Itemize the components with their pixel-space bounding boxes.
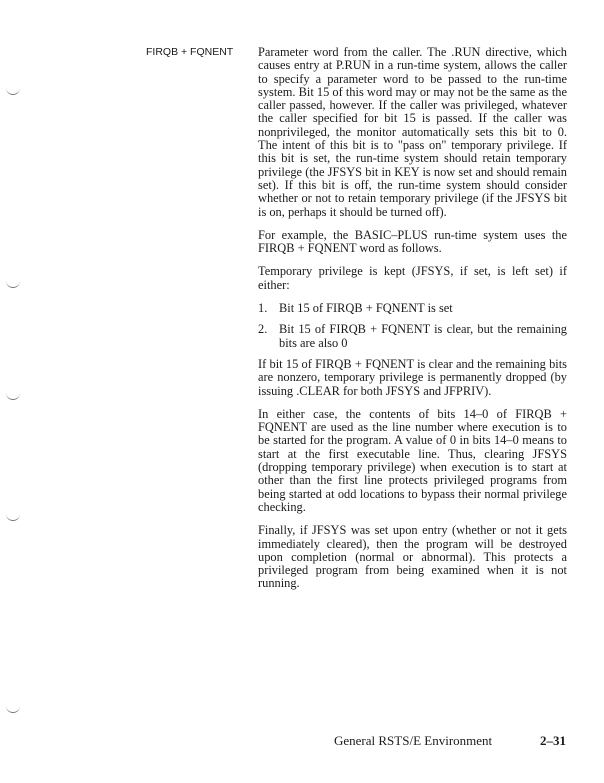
list-text: Bit 15 of FIRQB + FQNENT is set [279,301,453,316]
term-label: FIRQB + FQNENT [146,46,234,58]
list-text: Bit 15 of FIRQB + FQNENT is clear, but the remaining bits are also 0 [279,322,567,350]
paragraph: Parameter word from the caller. The .RUN directive, which causes entry at P.RUN in a run-time system, allows the caller to specify a parameter word to be passed to the run-time system. Bit 15 of this word may or may not be the same as the caller passed, however. If the caller was privileged, whatever the caller specified for bit 15 is passed. If the caller was nonprivileged, the monitor automatically sets this bit to 0. The intent of this bit is to "pass on" temporary privilege. If this bit is set, the run-time system should retain temporary privilege (the JFSYS bit in KEY is now set and should remain set). If this bit is off, the run-time system should consider whether or not to retain temporary privilege (if the JFSYS bit is on, perhaps it should be turned off). [258,45,567,219]
paragraph: If bit 15 of FIRQB + FQNENT is clear and the remaining bits are nonzero, temporary privilege is permanently dropped (by issuing .CLEAR for both JFSYS and JFPRIV). [258,356,567,398]
list-number: 1. [258,301,268,316]
list-number: 2. [258,322,268,337]
binding-mark [6,706,20,713]
paragraph: In either case, the contents of bits 14–0 of FIRQB + FQNENT are used as the line number where execution is to be started for the program. A value of 0 in bits 14–0 means to start at the first executable line. Thus, clearing JFSYS (dropping temporary privilege) when execution is to start at other than the first line protects privileged programs from being started at odd locations to bypass their normal privilege checking. [258,406,567,514]
paragraph: Temporary privilege is kept (JFSYS, if set, is left set) if either: [258,264,567,292]
binding-mark [6,514,20,521]
binding-mark [6,281,20,288]
list-item [258,323,567,350]
paragraph: For example, the BASIC–PLUS run-time system uses the FIRQB + FQNENT word as follows. [258,227,567,256]
definition-body [258,46,567,601]
paragraph: Finally, if JFSYS was set upon entry (whether or not it gets immediately cleared), then the program will be destroyed upon completion (normal or abnormal). This protects a privileged program from being examined when it is not running. [258,523,567,591]
page-number: 2–31 [540,733,566,748]
footer-section-title: General RSTS/E Environment [334,733,493,748]
binding-mark [6,88,20,95]
binding-mark [6,393,20,400]
list-item [258,302,567,315]
